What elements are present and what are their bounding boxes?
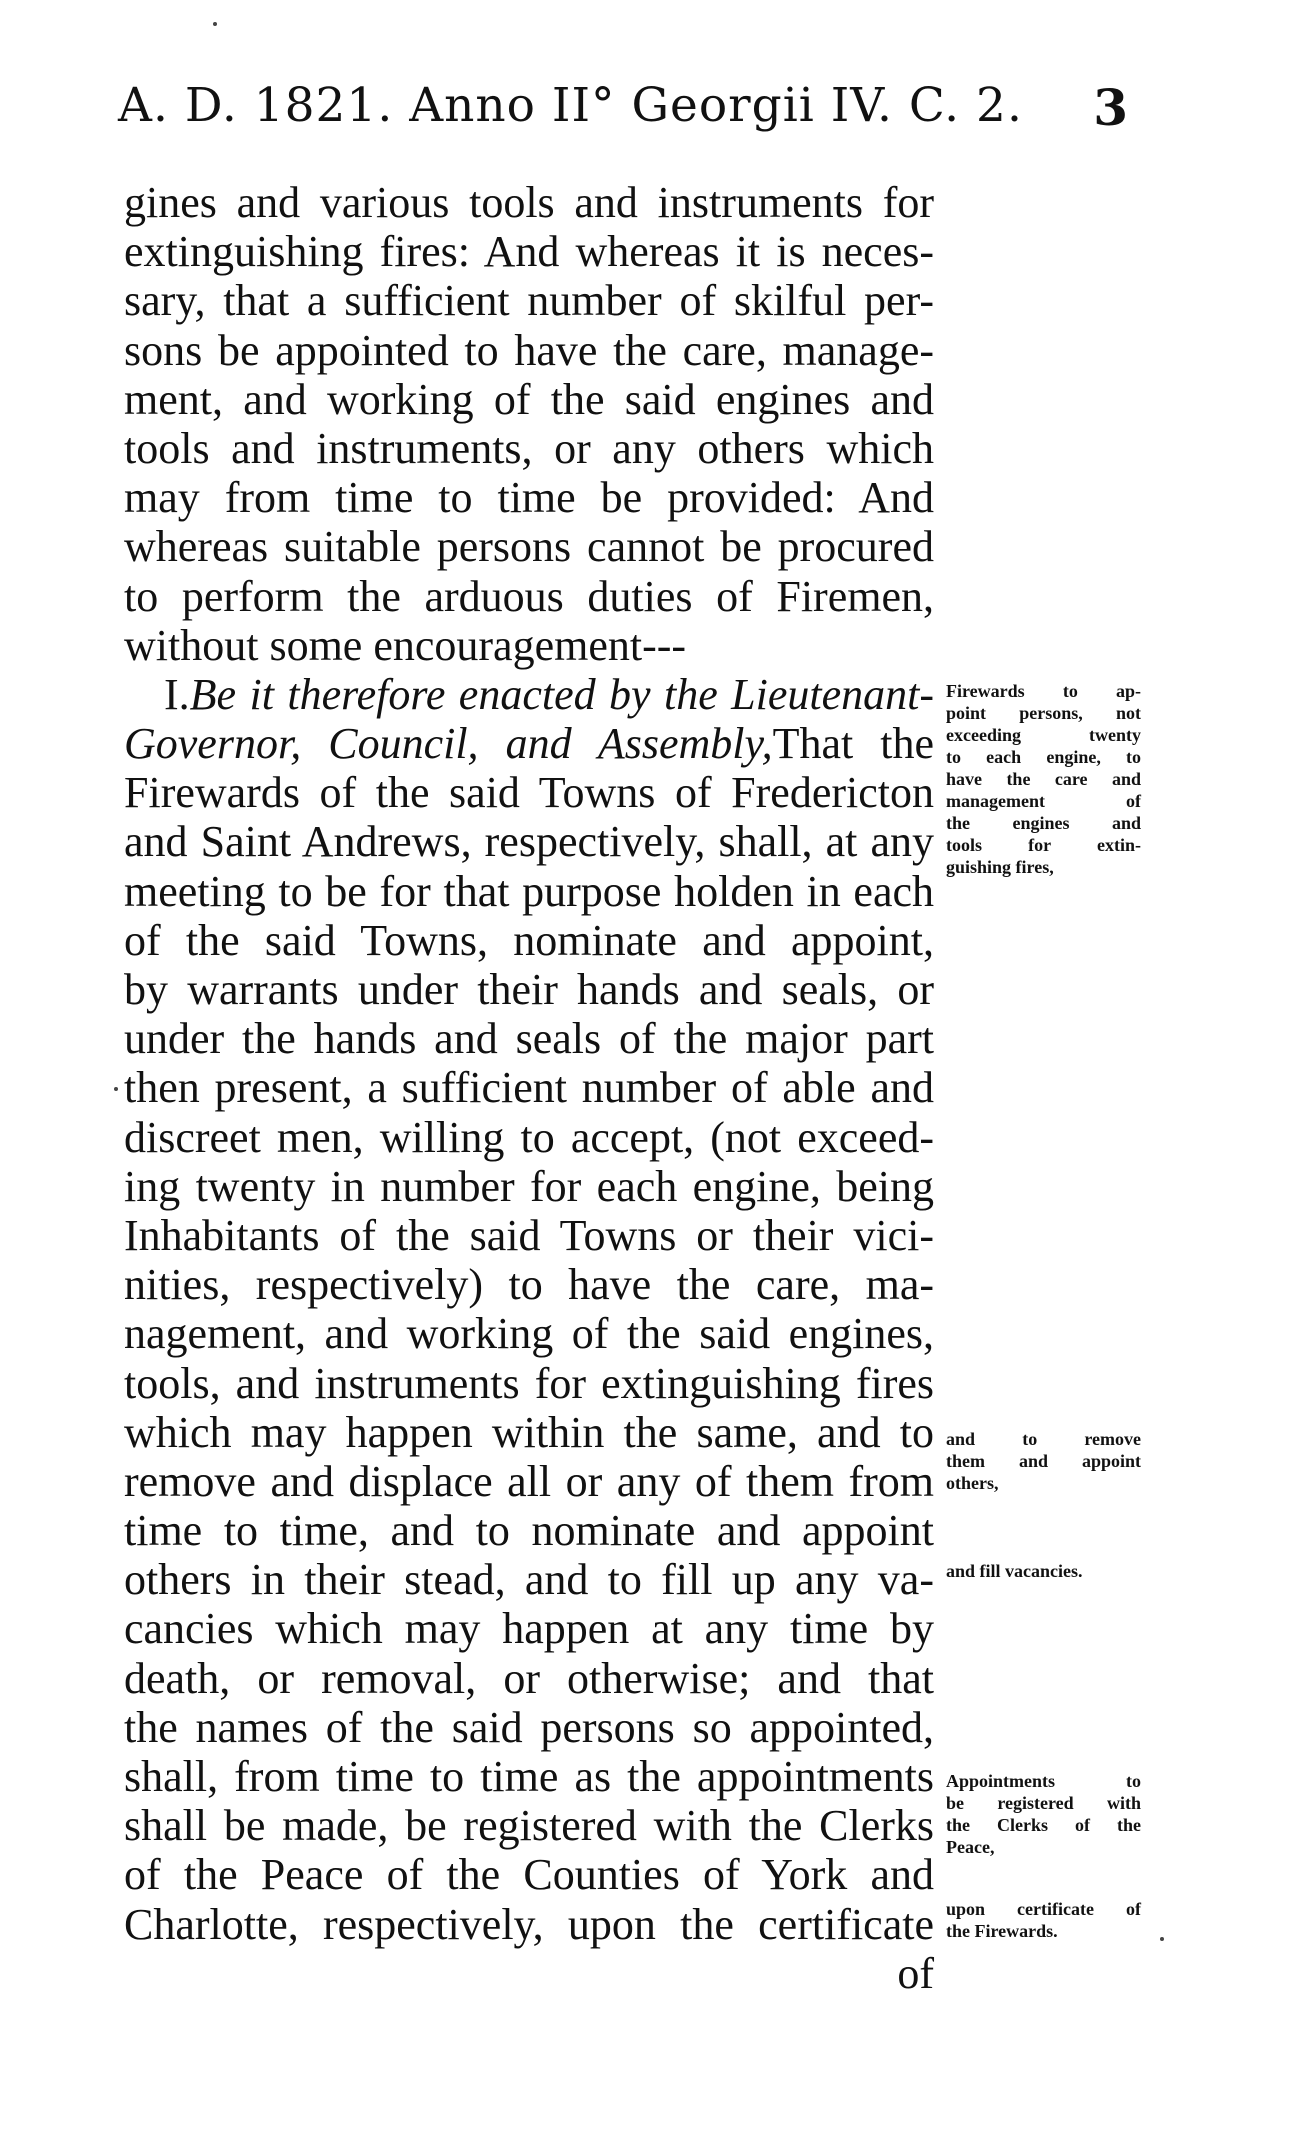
margin-note-line: others, — [946, 1473, 999, 1493]
text-line: Charlotte, respectively, upon the certificate — [124, 1899, 934, 1949]
margin-note-remove — [946, 1428, 1141, 1494]
header-title: A. D. 1821. Anno II° Georgii IV. C. 2. — [118, 78, 1023, 133]
text-line: under the hands and seals of the major part — [124, 1014, 934, 1064]
text-line: time to time, and to nominate and appoint — [124, 1506, 934, 1556]
statute-text — [124, 178, 934, 1998]
margin-note-line: to each engine, to — [946, 747, 1141, 767]
margin-note-line: the engines and — [946, 813, 1141, 833]
text-line: sary, that a sufficient number of skilful per- — [124, 276, 934, 326]
text-line: nagement, and working of the said engines, — [124, 1309, 934, 1359]
text-line: tools and instruments, or any others which — [124, 423, 934, 473]
margin-note-line: management of — [946, 791, 1141, 811]
text-line: others in their stead, and to fill up any va- — [124, 1555, 934, 1605]
page-number: 3 — [1093, 78, 1128, 137]
text-line: cancies which may happen at any time by — [124, 1604, 934, 1654]
text-line: sons be appointed to have the care, manage- — [124, 325, 934, 375]
text-line: gines and various tools and instruments for — [124, 178, 934, 227]
margin-note-line: tools for extin- — [946, 835, 1141, 855]
text-line: the names of the said persons so appointed, — [124, 1702, 934, 1752]
margin-note-line: the Clerks of the — [946, 1815, 1141, 1835]
text-line: of the said Towns, nominate and appoint, — [124, 915, 934, 965]
margin-note-line: Firewards to ap- — [946, 681, 1141, 701]
text-line: by warrants under their hands and seals, or — [124, 965, 934, 1014]
text-line: ment, and working of the said engines and — [124, 374, 934, 424]
enacting-clause-continued: Governor, Council, and Assembly, — [124, 719, 773, 769]
margin-note-line: Appointments to — [946, 1771, 1141, 1791]
text-line: ing twenty in number for each engine, being — [124, 1161, 934, 1211]
text-line: whereas suitable persons cannot be procured — [124, 522, 934, 572]
text-line: nities, respectively) to have the care, ma- — [124, 1260, 934, 1310]
speck-mark — [1160, 1937, 1164, 1941]
text-line: may from time to time be provided: And — [124, 473, 934, 523]
text-fragment: That the — [772, 719, 934, 769]
margin-note-line: point persons, not — [946, 703, 1141, 723]
section-number: I. — [164, 669, 190, 719]
text-line: which may happen within the same, and to — [124, 1407, 934, 1457]
margin-note-registration — [946, 1770, 1141, 1858]
text-line: Firewards of the said Towns of Fredericton — [124, 768, 934, 818]
margin-note-line: them and appoint — [946, 1451, 1141, 1471]
text-line: then present, a sufficient number of able and — [124, 1063, 934, 1113]
text-line: Inhabitants of the said Towns or their vici- — [124, 1210, 934, 1260]
margin-note-line: upon certificate of — [946, 1899, 1141, 1919]
running-header — [118, 78, 1128, 148]
margin-note-line: and fill vacancies. — [946, 1561, 1083, 1581]
catchword: of — [897, 1948, 934, 1998]
text-line: to perform the arduous duties of Firemen, — [124, 571, 934, 621]
margin-note-line: and to remove — [946, 1429, 1141, 1449]
text-line: shall be made, be registered with the Clerks — [124, 1801, 934, 1851]
text-line: death, or removal, or otherwise; and that — [124, 1653, 934, 1703]
margin-note-certificate — [946, 1898, 1141, 1942]
text-line: extinguishing fires: And whereas it is neces- — [124, 227, 934, 277]
section-heading-line — [124, 670, 934, 719]
text-line — [124, 719, 934, 768]
enacting-clause: Be it therefore enacted by the Lieutenant- — [189, 669, 934, 719]
speck-mark — [213, 22, 217, 26]
text-line: of the Peace of the Counties of York and — [124, 1850, 934, 1900]
text-line: shall, from time to time as the appointments — [124, 1752, 934, 1801]
text-line: without some encouragement--- — [124, 620, 687, 670]
text-line: remove and displace all or any of them from — [124, 1456, 934, 1506]
margin-note-line: the Firewards. — [946, 1921, 1058, 1941]
margin-note-vacancies — [946, 1560, 1141, 1582]
margin-note-line: exceeding twenty — [946, 725, 1141, 745]
text-line: tools, and instruments for extinguishing fires — [124, 1358, 934, 1408]
text-line: and Saint Andrews, respectively, shall, at any — [124, 817, 934, 867]
margin-note-line: Peace, — [946, 1837, 995, 1857]
text-line: discreet men, willing to accept, (not exceed- — [124, 1112, 934, 1162]
text-line: meeting to be for that purpose holden in each — [124, 866, 934, 916]
margin-note-firewards — [946, 680, 1141, 878]
margin-note-line: guishing fires, — [946, 857, 1054, 877]
speck-mark — [114, 1087, 118, 1091]
margin-note-line: have the care and — [946, 769, 1141, 789]
margin-note-line: be registered with — [946, 1793, 1141, 1813]
